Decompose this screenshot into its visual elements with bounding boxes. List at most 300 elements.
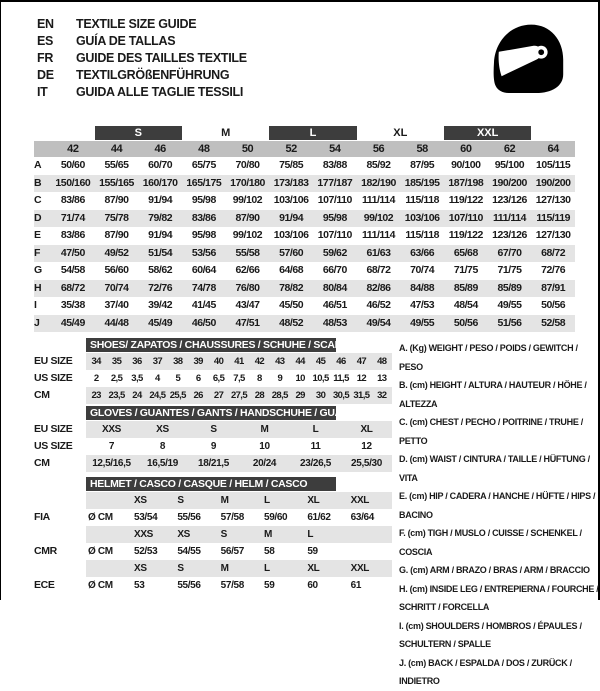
glove-size-cell: XL (360, 424, 373, 435)
size-value-cell: 115/118 (405, 194, 439, 206)
helmet-ece-row (34, 577, 392, 594)
size-group-s: S (95, 126, 182, 140)
size-value-cell: 190/200 (535, 176, 571, 189)
size-value-cell: 80/84 (322, 281, 347, 294)
size-value-cell: 91/94 (148, 229, 173, 241)
size-value-cell: 48/54 (453, 299, 478, 311)
helmet-size-cell: S (177, 563, 184, 574)
row-label: EU SIZE (34, 423, 73, 435)
row-values (86, 438, 392, 455)
size-value-cell: 45/49 (60, 316, 85, 329)
size-value-cell: 46/52 (366, 299, 391, 311)
table-row-a (34, 157, 575, 175)
language-row (37, 50, 247, 67)
shoe-size-cell: 27,5 (230, 390, 248, 401)
glove-size-cell: 7 (108, 441, 115, 452)
glove-size-cell: 25,5/30 (351, 458, 382, 469)
language-code: IT (37, 85, 48, 99)
shoe-size-cell: 43 (275, 356, 285, 367)
size-value-cell: 45/49 (148, 316, 173, 329)
glove-size-cell: 10 (259, 441, 270, 452)
size-value-cell: 85/92 (366, 159, 391, 171)
shoe-size-cell: 24,5 (149, 390, 166, 401)
helmet-size-cell: XXL (350, 495, 370, 506)
glove-size-cell: 20/24 (252, 458, 277, 469)
size-value-cell: 49/52 (104, 246, 129, 259)
shoe-size-cell: 6 (195, 373, 201, 384)
size-value-cell: 49/55 (410, 316, 435, 329)
size-value-cell: 87/90 (104, 194, 129, 206)
size-value-cell: 61/63 (366, 246, 391, 259)
language-row (37, 16, 247, 33)
legend-item: G. (cm) ARM / BRAZO / BRAS / ARM / BRACCIO (399, 565, 590, 575)
legend-item: D. (cm) WAIST / CINTURA / TAILLE / HÜFTUNG / VITA (399, 454, 590, 483)
helmet-size-cell: XS (177, 529, 190, 540)
size-value-cell: 103/106 (404, 211, 440, 224)
size-value-cell: 170/180 (230, 176, 265, 189)
language-code: FR (37, 51, 54, 65)
size-value-cell: 95/100 (494, 159, 525, 171)
size-value-cell: 127/130 (535, 194, 571, 206)
row-values (86, 526, 392, 543)
gloves-table-title: GLOVES / GUANTES / GANTS / HANDSCHUHE / GUANTI (86, 406, 336, 420)
shoe-size-cell: 13 (377, 373, 387, 384)
column-header-cell: 62 (503, 143, 516, 155)
helmet-size-cell (86, 492, 132, 509)
size-value-cell: 68/72 (366, 264, 391, 276)
size-value-cell: 103/106 (273, 229, 309, 241)
glove-size-cell: L (312, 424, 319, 435)
shoe-size-cell: 31,5 (353, 390, 370, 401)
size-value-cell: 107/110 (317, 229, 352, 241)
row-values (51, 227, 575, 245)
size-value-cell: 87/90 (104, 229, 129, 241)
legend-item: E. (cm) HIP / CADERA / HANCHE / HÜFTE / HIPS / BACINO (399, 491, 596, 520)
size-value-cell: 48/52 (279, 316, 304, 329)
helmet-size-cell: 61 (350, 580, 362, 591)
size-value-cell: 71/74 (60, 211, 85, 224)
glove-size-cell: 12,5/16,5 (92, 458, 131, 469)
table-row-f (34, 245, 575, 263)
row-label: CM (34, 457, 50, 469)
shoe-size-cell: 7,5 (233, 373, 245, 384)
size-value-cell: 95/98 (191, 229, 216, 241)
row-values (51, 210, 575, 228)
legend-item: C. (cm) CHEST / PECHO / POITRINE / TRUHE / PETTO (399, 417, 583, 446)
measurement-legend (399, 339, 600, 691)
helmet-size-cell: L (263, 563, 270, 574)
legend-item: H. (cm) INSIDE LEG / ENTREPIERNA / FOURCHE / SCHRITT / FORCELLA (399, 583, 599, 612)
legend-item: I. (cm) SHOULDERS / HOMBROS / ÉPAULES / SCHULTERN / SPALLE (399, 620, 582, 649)
size-value-cell: 95/98 (322, 211, 347, 224)
size-value-cell: 182/190 (361, 176, 396, 189)
size-group-xxl: XXL (444, 126, 531, 140)
shoe-size-cell: 29 (295, 390, 305, 401)
helmet-size-cell (349, 543, 392, 560)
size-value-cell: 74/78 (191, 281, 216, 294)
table-row-h (34, 280, 575, 298)
shoe-size-cell: 23 (91, 390, 101, 401)
helmet-size-cell: 52/53 (134, 546, 158, 557)
shoe-size-cell: 10 (295, 373, 305, 384)
helmet-size-cell: M (220, 495, 229, 506)
size-value-cell: 55/65 (104, 159, 129, 171)
shoe-size-cell: 25,5 (169, 390, 186, 401)
size-value-cell: 83/88 (322, 159, 347, 171)
size-value-cell: 56/60 (104, 264, 129, 276)
size-value-cell: 95/98 (191, 194, 216, 206)
size-value-cell: 43/47 (235, 299, 260, 311)
size-value-cell: 57/60 (279, 246, 304, 259)
helmet-size-cell: XS (134, 495, 147, 506)
helmet-size-cell: 63/64 (350, 512, 374, 523)
column-headers (51, 141, 575, 157)
size-value-cell: 50/60 (60, 159, 85, 171)
row-label: C (34, 194, 42, 206)
row-label: A (34, 159, 42, 171)
helmet-size-cell (86, 560, 132, 577)
legend-item: J. (cm) BACK / ESPALDA / DOS / ZURÜCK / INDIETRO (399, 657, 572, 686)
row-label-cmr: CMR (34, 545, 57, 557)
helmet-size-cell (349, 526, 392, 543)
size-value-cell: 185/195 (404, 176, 440, 189)
size-value-cell: 83/86 (191, 211, 216, 224)
size-value-cell: 41/45 (191, 299, 216, 311)
row-values (86, 455, 392, 472)
size-value-cell: 84/88 (410, 281, 435, 294)
helmet-size-cell: XXL (350, 563, 370, 574)
legend-item: B. (cm) HEIGHT / ALTURA / HAUTEUR / HÖHE / ALTEZZA (399, 380, 587, 409)
size-value-cell: 123/126 (492, 229, 527, 241)
shoe-size-cell: 41 (234, 356, 244, 367)
size-value-cell: 70/74 (410, 264, 435, 276)
helmet-size-cell: XS (134, 563, 147, 574)
shoe-size-cell: 5 (175, 373, 181, 384)
size-value-cell: 76/80 (235, 281, 260, 294)
size-value-cell: 160/170 (142, 176, 178, 189)
shoe-size-cell: 11,5 (333, 373, 349, 384)
row-label: E (34, 229, 41, 241)
size-value-cell: 83/86 (60, 194, 85, 206)
row-values (51, 262, 575, 280)
glove-size-cell: 16,5/19 (147, 458, 178, 469)
row-label: G (34, 264, 42, 276)
shoe-size-cell: 9 (277, 373, 283, 384)
size-value-cell: 85/89 (453, 281, 478, 294)
helmet-size-cell: 59 (307, 546, 318, 557)
helmet-size-cell: S (220, 529, 227, 540)
table-row-c (34, 192, 575, 210)
gloves-eu-row (34, 421, 392, 438)
shoe-size-cell: 47 (356, 356, 367, 367)
size-value-cell: 68/72 (541, 246, 566, 259)
size-value-cell: 107/110 (448, 211, 483, 224)
row-values (51, 315, 575, 333)
shoe-size-cell: 2,5 (110, 373, 123, 384)
size-value-cell: 91/94 (279, 211, 304, 224)
shoe-size-cell: 28 (254, 390, 265, 401)
glove-size-cell: 11 (310, 441, 321, 452)
helmet-size-cell: L (307, 529, 314, 540)
size-value-cell: 71/75 (497, 264, 522, 276)
column-header-row (34, 141, 575, 157)
row-values (51, 175, 575, 193)
helmet-size-cell: 61/62 (307, 512, 331, 523)
row-label: US SIZE (34, 372, 73, 384)
size-value-cell: 65/75 (191, 159, 216, 171)
guide-title: TEXTILGRÖßENFÜHRUNG (76, 68, 230, 82)
glove-size-cell: 12 (361, 441, 372, 452)
language-code: EN (37, 17, 54, 31)
helmet-sizes-row-fia (34, 492, 392, 509)
shoes-cm-row (34, 387, 392, 404)
row-values (86, 370, 392, 387)
size-value-cell: 68/72 (60, 281, 85, 294)
column-header-cell: 50 (241, 143, 254, 155)
helmet-size-cell: 57/58 (220, 512, 244, 523)
helmet-size-cell: 53/54 (134, 512, 158, 523)
size-value-cell: 60/70 (148, 159, 173, 171)
helmet-size-cell: Ø CM (88, 512, 113, 523)
size-value-cell: 177/187 (317, 176, 353, 189)
legend-item: A. (Kg) WEIGHT / PESO / POIDS / GEWITCH / PESO (399, 343, 578, 372)
column-header-cell: 64 (547, 143, 559, 155)
glove-size-cell: XXS (102, 424, 121, 435)
size-value-cell: 47/53 (410, 299, 435, 311)
row-label: I (34, 299, 37, 311)
shoe-size-cell: 4 (155, 373, 160, 384)
size-value-cell: 99/102 (232, 229, 263, 241)
helmet-size-cell: M (220, 563, 229, 574)
helmet-size-cell: XXS (134, 529, 153, 540)
size-value-cell: 47/51 (235, 316, 260, 329)
shoe-size-cell: 34 (91, 356, 101, 367)
size-value-cell: 155/165 (99, 176, 134, 189)
helmet-size-cell: S (177, 495, 184, 506)
size-value-cell: 49/55 (497, 299, 522, 311)
glove-size-cell: M (260, 424, 269, 435)
size-value-cell: 52/58 (541, 316, 566, 329)
size-value-cell: 67/70 (497, 246, 522, 259)
column-header-cell: 42 (67, 143, 79, 155)
size-value-cell: 64/68 (279, 264, 304, 276)
size-value-cell: 119/122 (448, 194, 483, 206)
column-header-cell: 60 (460, 143, 472, 155)
size-value-cell: 49/54 (366, 316, 391, 329)
shoe-size-cell: 30 (315, 390, 326, 401)
row-label: D (34, 211, 42, 224)
column-header-cell: 54 (329, 143, 341, 155)
row-values (86, 353, 392, 370)
size-value-cell: 111/114 (492, 211, 527, 224)
row-label (34, 492, 86, 509)
guide-title: GUIDA ALLE TAGLIE TESSILI (76, 85, 244, 99)
legend-item: F. (cm) TIGH / MUSLO / CUISSE / SCHENKEL / COSCIA (399, 528, 582, 557)
size-value-cell: 111/114 (361, 229, 396, 241)
size-value-cell: 87/90 (235, 211, 260, 224)
helmet-size-cell: Ø CM (88, 546, 113, 557)
helmet-size-cell: XL (307, 563, 320, 574)
row-label-fia: FIA (34, 511, 50, 523)
size-value-cell: 150/160 (55, 176, 91, 189)
helmet-size-cell: 54/55 (177, 546, 201, 557)
size-value-cell: 54/58 (60, 264, 85, 276)
glove-size-cell: XS (156, 424, 169, 435)
row-label-ece: ECE (34, 579, 55, 591)
shoe-size-cell: 38 (173, 356, 183, 367)
size-value-cell: 70/74 (104, 281, 129, 294)
shoe-size-cell: 26 (193, 390, 203, 401)
gloves-size-table (34, 406, 392, 472)
size-value-cell: 58/62 (148, 264, 173, 276)
column-header-cell: 48 (198, 143, 210, 155)
size-group-m: M (221, 127, 231, 139)
size-value-cell: 127/130 (535, 229, 571, 241)
size-value-cell: 60/64 (191, 264, 216, 276)
size-value-cell: 91/94 (148, 194, 173, 206)
size-value-cell: 99/102 (363, 211, 394, 224)
helmet-size-cell: 55/56 (177, 580, 201, 591)
helmet-size-cell (86, 526, 132, 543)
size-value-cell: 65/68 (453, 246, 478, 259)
row-values (86, 543, 392, 560)
size-value-cell: 119/122 (448, 229, 483, 241)
shoe-size-cell: 12 (356, 373, 367, 384)
shoe-size-cell: 24 (132, 390, 142, 401)
size-value-cell: 35/38 (60, 299, 85, 311)
helmet-size-cell: 57/58 (220, 580, 244, 591)
size-value-cell: 79/82 (148, 211, 173, 224)
size-value-cell: 83/86 (60, 229, 85, 241)
textile-size-table (34, 126, 575, 332)
row-values (51, 280, 575, 298)
row-label: B (34, 176, 42, 189)
helmet-size-cell: 53 (134, 580, 145, 591)
size-group-row (51, 126, 575, 140)
row-values (51, 245, 575, 263)
full-face-helmet-icon (488, 12, 568, 106)
size-value-cell: 87/95 (410, 159, 435, 171)
table-row-g (34, 262, 575, 280)
size-group-xl: XL (393, 127, 408, 139)
size-value-cell: 105/115 (536, 159, 571, 171)
size-value-cell: 37/40 (104, 299, 129, 311)
size-value-cell: 78/82 (279, 281, 304, 294)
shoe-size-cell: 27 (213, 390, 224, 401)
gloves-cm-row (34, 455, 392, 472)
row-values (86, 509, 392, 526)
size-value-cell: 51/54 (148, 246, 173, 259)
row-label (34, 526, 86, 543)
shoe-size-cell: 44 (295, 356, 305, 367)
helmet-size-cell: 55/56 (177, 512, 201, 523)
helmet-cmr-row (34, 543, 392, 560)
size-value-cell: 39/42 (148, 299, 173, 311)
size-value-cell: 45/50 (279, 299, 304, 311)
row-label: US SIZE (34, 440, 73, 452)
size-value-cell: 50/56 (541, 299, 566, 311)
column-header-cell: 52 (285, 143, 297, 155)
shoe-size-cell: 36 (132, 356, 142, 367)
glove-size-cell: S (210, 424, 217, 435)
size-value-cell: 187/198 (448, 176, 484, 189)
size-value-cell: 46/50 (191, 316, 216, 329)
size-value-cell: 44/48 (104, 316, 129, 329)
helmet-size-table (34, 477, 392, 594)
helmet-size-cell: XL (307, 495, 320, 506)
size-value-cell: 46/51 (322, 299, 347, 311)
helmet-size-cell: 59 (263, 580, 275, 591)
row-label (34, 560, 86, 577)
language-row (37, 67, 247, 84)
column-header-cell: 44 (110, 143, 123, 155)
column-header-cell: 46 (154, 143, 166, 155)
helmet-size-cell: Ø CM (88, 580, 113, 591)
size-value-cell: 115/119 (536, 211, 570, 224)
size-value-cell: 55/58 (235, 246, 260, 259)
row-values (86, 387, 392, 404)
row-values (86, 560, 392, 577)
guide-title: GUIDE DES TAILLES TEXTILE (76, 51, 247, 65)
table-row-d (34, 210, 575, 228)
row-values (51, 192, 575, 210)
shoe-size-cell: 10,5 (312, 373, 329, 384)
size-value-cell: 47/50 (60, 246, 85, 259)
shoe-size-cell: 8 (257, 373, 262, 384)
shoe-size-cell: 45 (315, 356, 326, 367)
language-title-block (37, 16, 247, 101)
table-row-e (34, 227, 575, 245)
shoes-size-table (34, 338, 392, 404)
size-value-cell: 85/89 (497, 281, 522, 294)
column-header-cell: 56 (372, 143, 385, 155)
size-value-cell: 90/100 (451, 159, 481, 171)
row-values (51, 297, 575, 315)
shoe-size-cell: 6,5 (212, 373, 225, 384)
size-value-cell: 50/56 (453, 316, 478, 329)
helmet-size-cell: 58 (263, 546, 275, 557)
size-value-cell: 72/76 (541, 264, 566, 276)
table-row-b (34, 175, 575, 193)
size-value-cell: 82/86 (366, 281, 391, 294)
size-value-cell: 72/76 (148, 281, 173, 294)
shoe-size-cell: 42 (254, 356, 265, 367)
size-value-cell: 70/80 (235, 159, 260, 171)
row-label: F (34, 246, 40, 259)
size-value-cell: 115/118 (405, 229, 439, 241)
size-value-cell: 103/106 (273, 194, 309, 206)
size-value-cell: 75/85 (279, 159, 304, 171)
guide-title: TEXTILE SIZE GUIDE (76, 17, 197, 31)
size-value-cell: 62/66 (235, 264, 260, 276)
row-values (86, 492, 392, 509)
row-label: H (34, 281, 42, 294)
column-header-cell: 58 (416, 143, 428, 155)
size-value-cell: 99/102 (232, 194, 263, 206)
size-value-cell: 51/56 (497, 316, 522, 329)
size-value-cell: 48/53 (322, 316, 347, 329)
shoe-size-cell: 48 (377, 356, 387, 367)
row-label: CM (34, 389, 50, 401)
language-code: ES (37, 34, 54, 48)
shoe-size-cell: 40 (213, 356, 224, 367)
size-value-cell: 63/66 (410, 246, 435, 259)
shoe-size-cell: 3,5 (131, 373, 143, 384)
language-row (37, 33, 247, 50)
gloves-us-row (34, 438, 392, 455)
row-label: EU SIZE (34, 355, 73, 367)
shoe-size-cell: 39 (193, 356, 203, 367)
